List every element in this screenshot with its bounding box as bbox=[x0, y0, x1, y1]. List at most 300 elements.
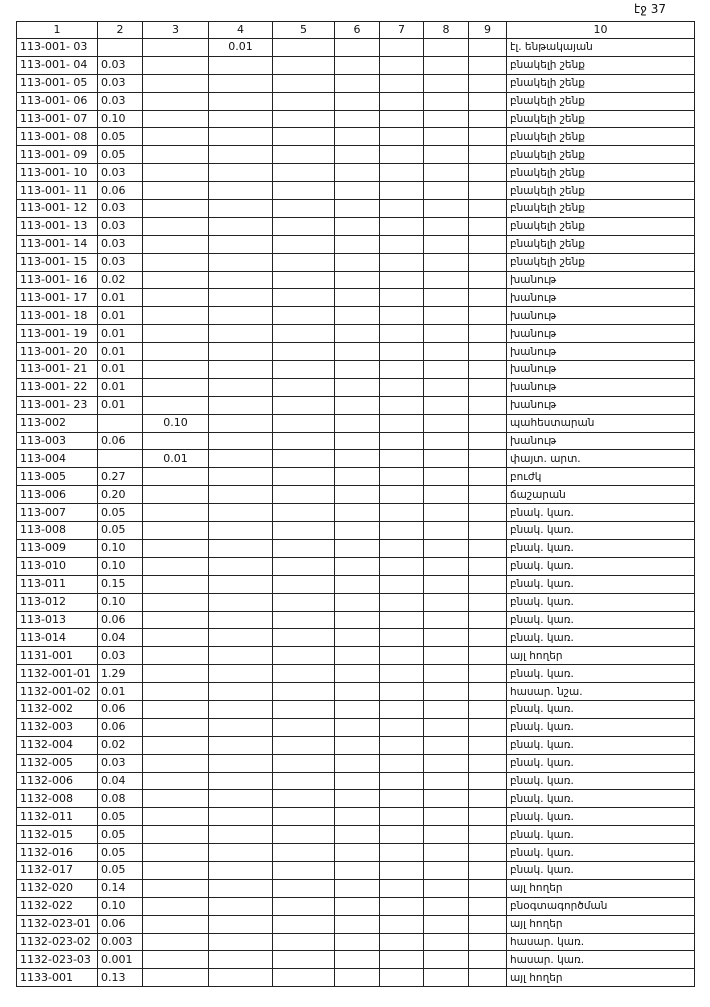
cell-col-9 bbox=[469, 432, 507, 450]
cell-col-9 bbox=[469, 200, 507, 218]
cell-col-8 bbox=[424, 629, 469, 647]
cell-col-7 bbox=[380, 432, 424, 450]
cell-col-1: 113-001- 16 bbox=[17, 271, 98, 289]
cell-col-1: 1132-003 bbox=[17, 718, 98, 736]
cell-col-8 bbox=[424, 611, 469, 629]
cell-col-2: 0.06 bbox=[98, 718, 143, 736]
cell-col-7 bbox=[380, 235, 424, 253]
cell-col-4 bbox=[209, 611, 273, 629]
cell-col-8 bbox=[424, 289, 469, 307]
cell-col-9 bbox=[469, 611, 507, 629]
cell-col-7 bbox=[380, 128, 424, 146]
cell-col-10: բնակ. կառ. bbox=[507, 718, 695, 736]
cell-col-4 bbox=[209, 450, 273, 468]
column-header: 8 bbox=[424, 22, 469, 39]
cell-col-10: հասար. կառ. bbox=[507, 933, 695, 951]
table-row bbox=[17, 575, 695, 593]
cell-col-7 bbox=[380, 325, 424, 343]
cell-col-8 bbox=[424, 808, 469, 826]
table-row bbox=[17, 217, 695, 235]
cell-col-10: էլ. ենթակայան bbox=[507, 39, 695, 57]
cell-col-1: 1132-020 bbox=[17, 879, 98, 897]
cell-col-1: 1132-004 bbox=[17, 736, 98, 754]
cell-col-5 bbox=[273, 790, 335, 808]
cell-col-10: բնակ. կառ. bbox=[507, 790, 695, 808]
cell-col-7 bbox=[380, 754, 424, 772]
table-row bbox=[17, 325, 695, 343]
cell-col-3 bbox=[143, 504, 209, 522]
cell-col-1: 1132-001-02 bbox=[17, 683, 98, 701]
cell-col-6 bbox=[335, 522, 380, 540]
cell-col-2: 0.08 bbox=[98, 790, 143, 808]
cell-col-10: խանութ bbox=[507, 396, 695, 414]
cell-col-10: խանութ bbox=[507, 432, 695, 450]
cell-col-8 bbox=[424, 307, 469, 325]
table-row bbox=[17, 343, 695, 361]
cell-col-10: խանութ bbox=[507, 378, 695, 396]
cell-col-6 bbox=[335, 826, 380, 844]
cell-col-9 bbox=[469, 951, 507, 969]
cell-col-9 bbox=[469, 629, 507, 647]
table-row bbox=[17, 772, 695, 790]
cell-col-10: խանութ bbox=[507, 307, 695, 325]
cell-col-5 bbox=[273, 736, 335, 754]
cell-col-7 bbox=[380, 414, 424, 432]
cell-col-8 bbox=[424, 539, 469, 557]
cell-col-6 bbox=[335, 754, 380, 772]
cell-col-9 bbox=[469, 718, 507, 736]
cell-col-1: 1132-002 bbox=[17, 700, 98, 718]
cell-col-7 bbox=[380, 933, 424, 951]
cell-col-8 bbox=[424, 92, 469, 110]
cell-col-9 bbox=[469, 808, 507, 826]
cell-col-7 bbox=[380, 772, 424, 790]
cell-col-9 bbox=[469, 969, 507, 987]
cell-col-3 bbox=[143, 271, 209, 289]
cell-col-9 bbox=[469, 307, 507, 325]
cell-col-9 bbox=[469, 361, 507, 379]
cell-col-9 bbox=[469, 557, 507, 575]
cell-col-10: բնակ. կառ. bbox=[507, 629, 695, 647]
cell-col-3 bbox=[143, 915, 209, 933]
cell-col-1: 113-007 bbox=[17, 504, 98, 522]
cell-col-7 bbox=[380, 396, 424, 414]
cell-col-9 bbox=[469, 486, 507, 504]
cell-col-10: խանութ bbox=[507, 271, 695, 289]
cell-col-4 bbox=[209, 700, 273, 718]
table-row bbox=[17, 468, 695, 486]
column-header: 10 bbox=[507, 22, 695, 39]
cell-col-2: 0.06 bbox=[98, 915, 143, 933]
cell-col-1: 113-001- 06 bbox=[17, 92, 98, 110]
cell-col-7 bbox=[380, 844, 424, 862]
cell-col-2: 0.05 bbox=[98, 522, 143, 540]
cell-col-10: այլ հողեր bbox=[507, 915, 695, 933]
table-row bbox=[17, 808, 695, 826]
cell-col-5 bbox=[273, 539, 335, 557]
cell-col-5 bbox=[273, 629, 335, 647]
cell-col-8 bbox=[424, 575, 469, 593]
cell-col-2: 0.03 bbox=[98, 164, 143, 182]
cell-col-4 bbox=[209, 361, 273, 379]
cell-col-10: բնակ. կառ. bbox=[507, 539, 695, 557]
cell-col-3 bbox=[143, 683, 209, 701]
table-row bbox=[17, 39, 695, 57]
cell-col-10: խանութ bbox=[507, 361, 695, 379]
cell-col-2: 0.01 bbox=[98, 289, 143, 307]
cell-col-3 bbox=[143, 969, 209, 987]
cell-col-10: բնակելի շենք bbox=[507, 235, 695, 253]
cell-col-7 bbox=[380, 146, 424, 164]
cell-col-8 bbox=[424, 146, 469, 164]
cell-col-8 bbox=[424, 396, 469, 414]
cell-col-10: բնակելի շենք bbox=[507, 110, 695, 128]
cell-col-6 bbox=[335, 182, 380, 200]
cell-col-9 bbox=[469, 879, 507, 897]
cell-col-7 bbox=[380, 647, 424, 665]
cell-col-6 bbox=[335, 593, 380, 611]
cell-col-2: 0.02 bbox=[98, 271, 143, 289]
cell-col-4 bbox=[209, 253, 273, 271]
cell-col-4 bbox=[209, 861, 273, 879]
cell-col-6 bbox=[335, 235, 380, 253]
cell-col-10: բնակ. կառ. bbox=[507, 665, 695, 683]
cell-col-5 bbox=[273, 700, 335, 718]
cell-col-1: 1132-015 bbox=[17, 826, 98, 844]
cell-col-4 bbox=[209, 683, 273, 701]
cell-col-6 bbox=[335, 897, 380, 915]
cell-col-5 bbox=[273, 39, 335, 57]
cell-col-6 bbox=[335, 396, 380, 414]
cell-col-9 bbox=[469, 146, 507, 164]
cell-col-2: 0.03 bbox=[98, 92, 143, 110]
cell-col-9 bbox=[469, 772, 507, 790]
cell-col-10: բնակելի շենք bbox=[507, 164, 695, 182]
cell-col-8 bbox=[424, 378, 469, 396]
cell-col-6 bbox=[335, 683, 380, 701]
cell-col-1: 1132-023-01 bbox=[17, 915, 98, 933]
cell-col-5 bbox=[273, 253, 335, 271]
cell-col-1: 113-001- 05 bbox=[17, 74, 98, 92]
cell-col-1: 113-001- 03 bbox=[17, 39, 98, 57]
cell-col-7 bbox=[380, 557, 424, 575]
cell-col-5 bbox=[273, 915, 335, 933]
cell-col-4 bbox=[209, 736, 273, 754]
cell-col-6 bbox=[335, 718, 380, 736]
cell-col-7 bbox=[380, 736, 424, 754]
cell-col-5 bbox=[273, 969, 335, 987]
cell-col-5 bbox=[273, 450, 335, 468]
cell-col-4 bbox=[209, 933, 273, 951]
cell-col-3 bbox=[143, 378, 209, 396]
cell-col-4 bbox=[209, 128, 273, 146]
cell-col-1: 113-006 bbox=[17, 486, 98, 504]
cell-col-7 bbox=[380, 915, 424, 933]
cell-col-7 bbox=[380, 539, 424, 557]
cell-col-9 bbox=[469, 683, 507, 701]
cell-col-1: 113-001- 20 bbox=[17, 343, 98, 361]
table-row bbox=[17, 647, 695, 665]
cell-col-10: բնակելի շենք bbox=[507, 200, 695, 218]
column-header: 1 bbox=[17, 22, 98, 39]
cell-col-3 bbox=[143, 808, 209, 826]
cell-col-7 bbox=[380, 378, 424, 396]
cell-col-1: 1132-016 bbox=[17, 844, 98, 862]
cell-col-7 bbox=[380, 307, 424, 325]
cell-col-10: բուժկ bbox=[507, 468, 695, 486]
cell-col-1: 113-001- 17 bbox=[17, 289, 98, 307]
cell-col-4 bbox=[209, 575, 273, 593]
cell-col-6 bbox=[335, 361, 380, 379]
cell-col-8 bbox=[424, 647, 469, 665]
table-row bbox=[17, 307, 695, 325]
column-header: 7 bbox=[380, 22, 424, 39]
cell-col-3 bbox=[143, 718, 209, 736]
table-row bbox=[17, 378, 695, 396]
cell-col-5 bbox=[273, 683, 335, 701]
cell-col-9 bbox=[469, 253, 507, 271]
table-row bbox=[17, 253, 695, 271]
cell-col-5 bbox=[273, 486, 335, 504]
cell-col-9 bbox=[469, 325, 507, 343]
cell-col-6 bbox=[335, 790, 380, 808]
cell-col-1: 1133-001 bbox=[17, 969, 98, 987]
cell-col-3: 0.01 bbox=[143, 450, 209, 468]
table-row bbox=[17, 754, 695, 772]
cell-col-5 bbox=[273, 92, 335, 110]
cell-col-9 bbox=[469, 110, 507, 128]
cell-col-4 bbox=[209, 235, 273, 253]
cell-col-4 bbox=[209, 414, 273, 432]
cell-col-3 bbox=[143, 307, 209, 325]
cell-col-6 bbox=[335, 253, 380, 271]
cell-col-4 bbox=[209, 271, 273, 289]
table-row bbox=[17, 933, 695, 951]
cell-col-8 bbox=[424, 879, 469, 897]
cell-col-9 bbox=[469, 217, 507, 235]
cell-col-3 bbox=[143, 325, 209, 343]
cell-col-8 bbox=[424, 414, 469, 432]
cell-col-2: 0.03 bbox=[98, 200, 143, 218]
cell-col-1: 1131-001 bbox=[17, 647, 98, 665]
cell-col-3 bbox=[143, 736, 209, 754]
cell-col-5 bbox=[273, 128, 335, 146]
cell-col-4 bbox=[209, 718, 273, 736]
cell-col-2: 0.05 bbox=[98, 146, 143, 164]
cell-col-8 bbox=[424, 200, 469, 218]
cell-col-7 bbox=[380, 92, 424, 110]
cell-col-7 bbox=[380, 74, 424, 92]
cell-col-4 bbox=[209, 325, 273, 343]
cell-col-9 bbox=[469, 736, 507, 754]
cell-col-5 bbox=[273, 665, 335, 683]
cell-col-9 bbox=[469, 897, 507, 915]
cell-col-5 bbox=[273, 557, 335, 575]
cell-col-7 bbox=[380, 683, 424, 701]
cell-col-8 bbox=[424, 450, 469, 468]
cell-col-2: 0.01 bbox=[98, 343, 143, 361]
cell-col-2: 0.05 bbox=[98, 861, 143, 879]
table-row bbox=[17, 665, 695, 683]
cell-col-9 bbox=[469, 522, 507, 540]
cell-col-10: բնակ. կառ. bbox=[507, 557, 695, 575]
cell-col-5 bbox=[273, 593, 335, 611]
cell-col-10: բնակ. կառ. bbox=[507, 808, 695, 826]
cell-col-6 bbox=[335, 432, 380, 450]
cell-col-3 bbox=[143, 879, 209, 897]
cell-col-4 bbox=[209, 897, 273, 915]
cell-col-9 bbox=[469, 593, 507, 611]
cell-col-4 bbox=[209, 92, 273, 110]
cell-col-5 bbox=[273, 951, 335, 969]
table-row bbox=[17, 450, 695, 468]
cell-col-4 bbox=[209, 647, 273, 665]
cell-col-5 bbox=[273, 110, 335, 128]
cell-col-4 bbox=[209, 110, 273, 128]
cell-col-1: 113-001- 18 bbox=[17, 307, 98, 325]
cell-col-10: ճաշարան bbox=[507, 486, 695, 504]
cell-col-9 bbox=[469, 271, 507, 289]
cell-col-2: 0.01 bbox=[98, 378, 143, 396]
cell-col-3 bbox=[143, 539, 209, 557]
cell-col-3 bbox=[143, 289, 209, 307]
cell-col-6 bbox=[335, 486, 380, 504]
cell-col-5 bbox=[273, 826, 335, 844]
cell-col-7 bbox=[380, 468, 424, 486]
cell-col-9 bbox=[469, 665, 507, 683]
cell-col-9 bbox=[469, 182, 507, 200]
cell-col-1: 1132-008 bbox=[17, 790, 98, 808]
cell-col-7 bbox=[380, 611, 424, 629]
cell-col-2: 0.05 bbox=[98, 844, 143, 862]
cell-col-8 bbox=[424, 182, 469, 200]
cell-col-10: բնակելի շենք bbox=[507, 217, 695, 235]
table-row bbox=[17, 522, 695, 540]
cell-col-5 bbox=[273, 754, 335, 772]
cell-col-7 bbox=[380, 897, 424, 915]
cell-col-4 bbox=[209, 56, 273, 74]
cell-col-6 bbox=[335, 736, 380, 754]
cell-col-9 bbox=[469, 647, 507, 665]
cell-col-9 bbox=[469, 74, 507, 92]
cell-col-4 bbox=[209, 307, 273, 325]
cell-col-2: 0.01 bbox=[98, 396, 143, 414]
cell-col-7 bbox=[380, 253, 424, 271]
cell-col-2: 0.20 bbox=[98, 486, 143, 504]
cell-col-5 bbox=[273, 844, 335, 862]
cell-col-9 bbox=[469, 504, 507, 522]
cell-col-9 bbox=[469, 826, 507, 844]
cell-col-1: 113-001- 23 bbox=[17, 396, 98, 414]
cell-col-10: բնակելի շենք bbox=[507, 56, 695, 74]
cell-col-9 bbox=[469, 128, 507, 146]
cell-col-2: 0.04 bbox=[98, 772, 143, 790]
cell-col-2: 0.03 bbox=[98, 217, 143, 235]
cell-col-7 bbox=[380, 593, 424, 611]
cell-col-10: պահեստարան bbox=[507, 414, 695, 432]
cell-col-3 bbox=[143, 110, 209, 128]
cell-col-1: 113-001- 12 bbox=[17, 200, 98, 218]
cell-col-3 bbox=[143, 790, 209, 808]
cell-col-10: բնակ. կառ. bbox=[507, 611, 695, 629]
cell-col-5 bbox=[273, 861, 335, 879]
cell-col-6 bbox=[335, 504, 380, 522]
cell-col-6 bbox=[335, 200, 380, 218]
cell-col-2: 0.01 bbox=[98, 361, 143, 379]
table-row bbox=[17, 432, 695, 450]
cell-col-6 bbox=[335, 611, 380, 629]
column-header: 4 bbox=[209, 22, 273, 39]
cell-col-2: 0.05 bbox=[98, 826, 143, 844]
table-row bbox=[17, 361, 695, 379]
cell-col-8 bbox=[424, 790, 469, 808]
cell-col-3 bbox=[143, 557, 209, 575]
cell-col-6 bbox=[335, 808, 380, 826]
cell-col-8 bbox=[424, 128, 469, 146]
cell-col-9 bbox=[469, 235, 507, 253]
cell-col-6 bbox=[335, 933, 380, 951]
cell-col-5 bbox=[273, 575, 335, 593]
cell-col-2: 0.01 bbox=[98, 325, 143, 343]
cell-col-7 bbox=[380, 39, 424, 57]
cell-col-1: 113-001- 11 bbox=[17, 182, 98, 200]
cell-col-2: 0.05 bbox=[98, 808, 143, 826]
cell-col-6 bbox=[335, 665, 380, 683]
cell-col-8 bbox=[424, 39, 469, 57]
cell-col-4 bbox=[209, 289, 273, 307]
cell-col-8 bbox=[424, 253, 469, 271]
cell-col-1: 113-013 bbox=[17, 611, 98, 629]
cell-col-9 bbox=[469, 289, 507, 307]
cell-col-4 bbox=[209, 665, 273, 683]
cell-col-6 bbox=[335, 164, 380, 182]
cell-col-3 bbox=[143, 951, 209, 969]
cell-col-7 bbox=[380, 217, 424, 235]
cell-col-6 bbox=[335, 915, 380, 933]
cell-col-8 bbox=[424, 700, 469, 718]
cell-col-4 bbox=[209, 593, 273, 611]
cell-col-8 bbox=[424, 522, 469, 540]
cell-col-10: բնակելի շենք bbox=[507, 128, 695, 146]
cell-col-1: 113-001- 15 bbox=[17, 253, 98, 271]
cell-col-6 bbox=[335, 146, 380, 164]
cell-col-6 bbox=[335, 772, 380, 790]
table-row bbox=[17, 629, 695, 647]
cell-col-6 bbox=[335, 271, 380, 289]
cell-col-4 bbox=[209, 522, 273, 540]
cell-col-2: 0.10 bbox=[98, 110, 143, 128]
cell-col-3 bbox=[143, 39, 209, 57]
cell-col-5 bbox=[273, 56, 335, 74]
cell-col-5 bbox=[273, 235, 335, 253]
cell-col-2: 0.04 bbox=[98, 629, 143, 647]
cell-col-1: 113-001- 04 bbox=[17, 56, 98, 74]
cell-col-9 bbox=[469, 844, 507, 862]
cell-col-3 bbox=[143, 933, 209, 951]
cell-col-8 bbox=[424, 844, 469, 862]
cell-col-6 bbox=[335, 629, 380, 647]
cell-col-2: 0.01 bbox=[98, 307, 143, 325]
column-header: 9 bbox=[469, 22, 507, 39]
cell-col-7 bbox=[380, 790, 424, 808]
cell-col-8 bbox=[424, 826, 469, 844]
cell-col-4 bbox=[209, 343, 273, 361]
cell-col-9 bbox=[469, 754, 507, 772]
cell-col-3 bbox=[143, 74, 209, 92]
cell-col-10: այլ հողեր bbox=[507, 969, 695, 987]
cell-col-3 bbox=[143, 182, 209, 200]
cell-col-5 bbox=[273, 396, 335, 414]
